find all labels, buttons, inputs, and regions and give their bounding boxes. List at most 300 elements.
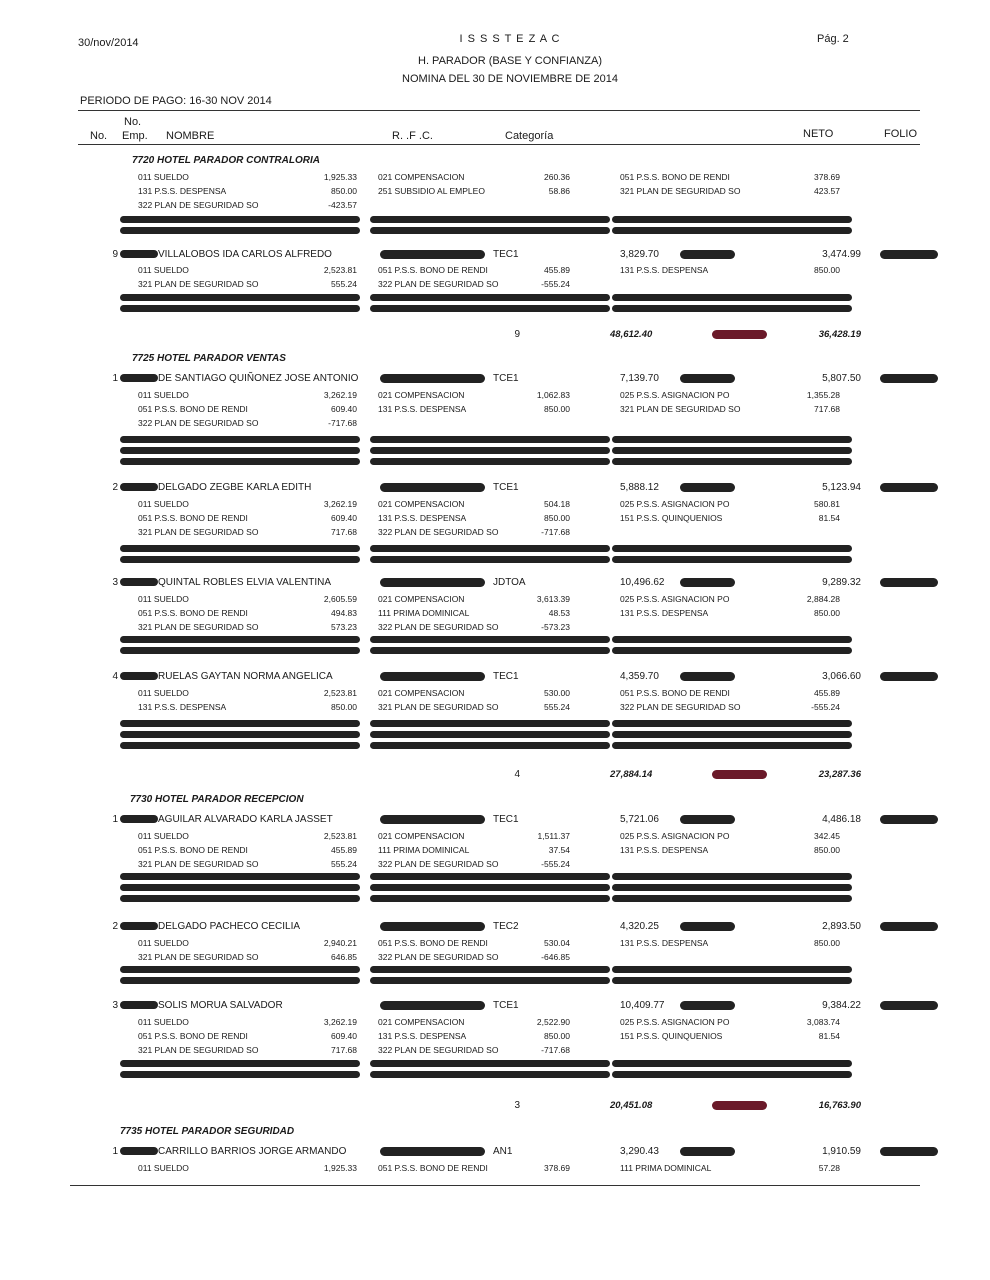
redacted-bar [370,1071,610,1078]
deduction-amount: 2,940.21 [323,938,357,948]
redacted-total [712,330,767,339]
redacted-bar [120,1071,360,1078]
section-total-gross: 27,884.14 [610,769,653,780]
redacted-bar [612,294,852,301]
deduction-concept: 251 SUBSIDIO AL EMPLEO [378,186,485,196]
deduction-concept: 322 PLAN DE SEGURIDAD SO [620,702,741,712]
deduction-amount: 494.83 [331,608,357,618]
redacted-rfc [380,374,485,383]
header-rule-top [78,110,920,111]
deduction-concept: 021 COMPENSACION [378,831,465,841]
report-date: 30/nov/2014 [78,37,139,49]
employee-number: 4 [112,671,118,682]
deduction-amount: 850.00 [814,938,840,948]
deduction-concept: 321 PLAN DE SEGURIDAD SO [138,1045,259,1055]
redacted-bar [612,977,852,984]
employee-number: 3 [112,1000,118,1011]
employee-number: 1 [112,814,118,825]
deduction-concept: 131 P.S.S. DESPENSA [378,404,467,414]
redacted-rfc [380,672,485,681]
employee-number: 1 [112,373,118,384]
deduction-concept: 011 SUELDO [138,1163,189,1173]
deduction-concept: 131 P.S.S. DESPENSA [620,608,709,618]
deduction-concept: 011 SUELDO [138,499,189,509]
deduction-amount: 260.36 [544,172,570,182]
col-no-emp-top: No. [124,116,142,128]
redacted-emp-id [120,578,158,586]
employee-gross: 3,829.70 [620,249,659,260]
deduction-amount: 3,262.19 [323,390,357,400]
deduction-concept: 111 PRIMA DOMINICAL [378,845,470,855]
organization-name: I S S S T E Z A C [459,33,561,45]
redacted-bar [120,436,360,443]
redacted-rfc [380,1147,485,1156]
employee-gross: 4,320.25 [620,921,659,932]
redacted-bar [612,647,852,654]
redacted-emp-id [120,1147,158,1155]
redacted-total [712,1101,767,1110]
deduction-concept: 025 P.S.S. ASIGNACION PO [620,499,730,509]
redacted-bar [120,216,360,223]
redacted-total [712,770,767,779]
redacted-field [680,815,735,824]
redacted-bar [370,884,610,891]
deduction-concept: 011 SUELDO [138,831,189,841]
deduction-concept: 025 P.S.S. ASIGNACION PO [620,1017,730,1027]
deduction-concept: 011 SUELDO [138,265,189,275]
employee-net: 1,910.59 [822,1146,861,1157]
redacted-bar [370,977,610,984]
section-title: 7735 HOTEL PARADOR SEGURIDAD [120,1126,295,1137]
deduction-concept: 051 P.S.S. BONO DE RENDI [378,938,488,948]
deduction-concept: 131 P.S.S. DESPENSA [620,938,709,948]
redacted-bar [370,436,610,443]
deduction-amount: 2,523.81 [323,831,357,841]
deduction-amount: 342.45 [814,831,840,841]
redacted-field [680,1001,735,1010]
deduction-amount: 378.69 [544,1163,570,1173]
employee-gross: 7,139.70 [620,373,659,384]
redacted-folio [880,483,938,492]
deduction-concept: 322 PLAN DE SEGURIDAD SO [378,859,499,869]
col-rfc: R. .F .C. [392,130,433,142]
deduction-concept: 111 PRIMA DOMINICAL [620,1163,712,1173]
deduction-amount: 57.28 [818,1163,840,1173]
redacted-bar [120,305,360,312]
deduction-amount: 81.54 [818,1031,840,1041]
redacted-emp-id [120,374,158,382]
deduction-concept: 321 PLAN DE SEGURIDAD SO [138,859,259,869]
deduction-amount: 555.24 [331,279,357,289]
section-total-gross: 20,451.08 [610,1100,653,1111]
deduction-amount: 850.00 [814,608,840,618]
employee-gross: 5,721.06 [620,814,659,825]
deduction-concept: 151 P.S.S. QUINQUENIOS [620,1031,723,1041]
employee-number: 3 [112,577,118,588]
redacted-bar [120,227,360,234]
report-subtitle: H. PARADOR (BASE Y CONFIANZA) [418,55,602,67]
employee-net: 9,384.22 [822,1000,861,1011]
deduction-concept: 131 P.S.S. DESPENSA [138,702,227,712]
deduction-amount: 850.00 [544,513,570,523]
col-no-emp-bottom: Emp. [122,130,148,142]
deduction-concept: 151 P.S.S. QUINQUENIOS [620,513,723,523]
deduction-amount: 717.68 [331,527,357,537]
redacted-folio [880,578,938,587]
employee-category: TCE1 [493,1000,519,1011]
redacted-bar [612,720,852,727]
col-nombre: NOMBRE [166,130,215,142]
redacted-bar [370,545,610,552]
deduction-concept: 051 P.S.S. BONO DE RENDI [620,172,730,182]
redacted-folio [880,1001,938,1010]
deduction-concept: 051 P.S.S. BONO DE RENDI [138,404,248,414]
redacted-bar [612,1071,852,1078]
employee-category: TEC2 [493,921,519,932]
deduction-concept: 011 SUELDO [138,1017,189,1027]
deduction-amount: 609.40 [331,513,357,523]
deduction-amount: -646.85 [541,952,570,962]
deduction-amount: 58.86 [548,186,570,196]
redacted-rfc [380,922,485,931]
section-total-gross: 48,612.40 [610,329,653,340]
deduction-amount: 1,925.33 [323,172,357,182]
deduction-concept: 021 COMPENSACION [378,594,465,604]
deduction-amount: -717.68 [541,1045,570,1055]
deduction-amount: 850.00 [814,845,840,855]
deduction-amount: 580.81 [814,499,840,509]
deduction-amount: 455.89 [814,688,840,698]
redacted-bar [120,636,360,643]
redacted-bar [120,545,360,552]
deduction-amount: 2,523.81 [323,265,357,275]
section-count: 9 [514,329,520,340]
redacted-bar [370,966,610,973]
redacted-folio [880,250,938,259]
employee-number: 2 [112,482,118,493]
deduction-amount: -717.68 [541,527,570,537]
section-count: 3 [514,1100,520,1111]
redacted-bar [370,216,610,223]
redacted-emp-id [120,1001,158,1009]
redacted-folio [880,815,938,824]
employee-gross: 5,888.12 [620,482,659,493]
employee-net: 3,474.99 [822,249,861,260]
deduction-concept: 051 P.S.S. BONO DE RENDI [620,688,730,698]
redacted-bar [370,458,610,465]
deduction-amount: -423.57 [328,200,357,210]
section-total-net: 23,287.36 [818,769,861,780]
deduction-concept: 322 PLAN DE SEGURIDAD SO [378,527,499,537]
col-categoria: Categoría [505,130,554,142]
deduction-amount: 1,355.28 [806,390,840,400]
redacted-bar [370,556,610,563]
deduction-concept: 051 P.S.S. BONO DE RENDI [378,265,488,275]
redacted-field [680,1147,735,1156]
redacted-bar [120,742,360,749]
redacted-field [680,672,735,681]
redacted-rfc [380,483,485,492]
deduction-concept: 322 PLAN DE SEGURIDAD SO [378,622,499,632]
employee-category: JDTOA [493,577,526,588]
employee-net: 3,066.60 [822,671,861,682]
deduction-amount: 609.40 [331,404,357,414]
deduction-amount: 717.68 [814,404,840,414]
deduction-amount: 555.24 [331,859,357,869]
deduction-amount: 555.24 [544,702,570,712]
deduction-amount: -555.24 [541,279,570,289]
redacted-emp-id [120,672,158,680]
redacted-emp-id [120,922,158,930]
deduction-amount: 717.68 [331,1045,357,1055]
redacted-folio [880,922,938,931]
redacted-bar [612,873,852,880]
deduction-concept: 025 P.S.S. ASIGNACION PO [620,594,730,604]
deduction-amount: 378.69 [814,172,840,182]
deduction-concept: 322 PLAN DE SEGURIDAD SO [138,200,259,210]
page-number: Pág. 2 [817,33,849,45]
deduction-amount: 423.57 [814,186,840,196]
deduction-amount: 646.85 [331,952,357,962]
deduction-amount: 573.23 [331,622,357,632]
redacted-bar [370,227,610,234]
employee-name: DELGADO PACHECO CECILIA [158,921,301,932]
deduction-amount: 2,523.81 [323,688,357,698]
deduction-concept: 321 PLAN DE SEGURIDAD SO [138,622,259,632]
section-title: 7720 HOTEL PARADOR CONTRALORIA [132,155,320,166]
redacted-field [680,374,735,383]
employee-category: TCE1 [493,482,519,493]
redacted-bar [370,873,610,880]
employee-name: DELGADO ZEGBE KARLA EDITH [158,482,312,493]
redacted-folio [880,1147,938,1156]
employee-net: 4,486.18 [822,814,861,825]
redacted-bar [120,294,360,301]
redacted-bar [370,742,610,749]
redacted-bar [370,636,610,643]
deduction-amount: -717.68 [328,418,357,428]
deduction-amount: 2,605.59 [323,594,357,604]
deduction-concept: 051 P.S.S. BONO DE RENDI [138,1031,248,1041]
redacted-bar [612,636,852,643]
section-total-net: 36,428.19 [818,329,861,340]
deduction-concept: 322 PLAN DE SEGURIDAD SO [138,418,259,428]
redacted-bar [370,1060,610,1067]
deduction-concept: 111 PRIMA DOMINICAL [378,608,470,618]
redacted-bar [370,720,610,727]
deduction-concept: 321 PLAN DE SEGURIDAD SO [138,527,259,537]
deduction-concept: 011 SUELDO [138,938,189,948]
redacted-field [680,483,735,492]
redacted-bar [120,895,360,902]
redacted-field [680,922,735,931]
employee-category: AN1 [493,1146,513,1157]
employee-gross: 3,290.43 [620,1146,659,1157]
redacted-field [680,578,735,587]
redacted-bar [612,447,852,454]
deduction-amount: 1,062.83 [536,390,570,400]
redacted-rfc [380,815,485,824]
redacted-bar [370,447,610,454]
employee-name: DE SANTIAGO QUIÑONEZ JOSE ANTONIO [158,373,359,384]
employee-net: 5,807.50 [822,373,861,384]
deduction-concept: 131 P.S.S. DESPENSA [620,265,709,275]
redacted-folio [880,672,938,681]
employee-gross: 10,496.62 [620,577,665,588]
deduction-amount: 850.00 [544,1031,570,1041]
col-no: No. [90,130,108,142]
deduction-amount: 609.40 [331,1031,357,1041]
redacted-bar [370,647,610,654]
employee-name: AGUILAR ALVARADO KARLA JASSET [158,814,333,825]
deduction-amount: 850.00 [544,404,570,414]
employee-name: QUINTAL ROBLES ELVIA VALENTINA [158,577,332,588]
deduction-concept: 322 PLAN DE SEGURIDAD SO [378,1045,499,1055]
deduction-concept: 011 SUELDO [138,390,189,400]
deduction-amount: 48.53 [548,608,570,618]
deduction-amount: 530.04 [544,938,570,948]
employee-net: 9,289.32 [822,577,861,588]
redacted-bar [120,873,360,880]
employee-name: VILLALOBOS IDA CARLOS ALFREDO [158,249,332,260]
redacted-rfc [380,578,485,587]
deduction-concept: 011 SUELDO [138,688,189,698]
deduction-concept: 025 P.S.S. ASIGNACION PO [620,390,730,400]
employee-gross: 10,409.77 [620,1000,665,1011]
redacted-bar [612,966,852,973]
deduction-concept: 025 P.S.S. ASIGNACION PO [620,831,730,841]
deduction-concept: 021 COMPENSACION [378,172,465,182]
section-title: 7725 HOTEL PARADOR VENTAS [132,353,286,364]
employee-number: 9 [112,249,118,260]
redacted-rfc [380,250,485,259]
deduction-concept: 051 P.S.S. BONO DE RENDI [138,845,248,855]
redacted-emp-id [120,815,158,823]
redacted-bar [120,647,360,654]
redacted-emp-id [120,483,158,491]
deduction-amount: -573.23 [541,622,570,632]
redacted-bar [370,294,610,301]
deduction-amount: 37.54 [548,845,570,855]
redacted-emp-id [120,250,158,258]
employee-net: 2,893.50 [822,921,861,932]
redacted-bar [120,720,360,727]
deduction-concept: 021 COMPENSACION [378,390,465,400]
employee-category: TEC1 [493,671,519,682]
deduction-concept: 131 P.S.S. DESPENSA [138,186,227,196]
redacted-bar [612,895,852,902]
redacted-bar [370,895,610,902]
redacted-bar [120,556,360,563]
deduction-amount: 81.54 [818,513,840,523]
employee-number: 1 [112,1146,118,1157]
redacted-bar [120,1060,360,1067]
deduction-amount: 2,884.28 [806,594,840,604]
deduction-concept: 322 PLAN DE SEGURIDAD SO [378,279,499,289]
redacted-bar [612,458,852,465]
redacted-bar [612,731,852,738]
deduction-amount: 455.89 [331,845,357,855]
deduction-concept: 021 COMPENSACION [378,499,465,509]
redacted-bar [120,458,360,465]
deduction-amount: -555.24 [541,859,570,869]
redacted-bar [612,227,852,234]
deduction-amount: -555.24 [811,702,840,712]
employee-category: TEC1 [493,814,519,825]
deduction-amount: 2,522.90 [536,1017,570,1027]
deduction-concept: 021 COMPENSACION [378,688,465,698]
redacted-bar [120,884,360,891]
redacted-bar [370,731,610,738]
employee-net: 5,123.94 [822,482,861,493]
deduction-concept: 321 PLAN DE SEGURIDAD SO [620,186,741,196]
payment-period: PERIODO DE PAGO: 16-30 NOV 2014 [80,95,272,107]
redacted-bar [120,966,360,973]
deduction-concept: 011 SUELDO [138,594,189,604]
deduction-amount: 1,511.37 [537,831,570,841]
section-total-net: 16,763.90 [818,1100,861,1111]
payroll-date: NOMINA DEL 30 DE NOVIEMBRE DE 2014 [402,73,618,85]
employee-name: SOLIS MORUA SALVADOR [158,1000,283,1011]
redacted-bar [612,556,852,563]
deduction-concept: 131 P.S.S. DESPENSA [620,845,709,855]
redacted-bar [612,1060,852,1067]
deduction-concept: 322 PLAN DE SEGURIDAD SO [378,952,499,962]
deduction-concept: 011 SUELDO [138,172,189,182]
deduction-amount: 3,262.19 [323,499,357,509]
deduction-amount: 850.00 [814,265,840,275]
deduction-concept: 321 PLAN DE SEGURIDAD SO [138,279,259,289]
deduction-amount: 3,613.39 [536,594,570,604]
redacted-bar [612,742,852,749]
employee-category: TCE1 [493,373,519,384]
employee-category: TEC1 [493,249,519,260]
section-count: 4 [514,769,520,780]
redacted-bar [612,545,852,552]
redacted-bar [120,447,360,454]
deduction-concept: 131 P.S.S. DESPENSA [378,513,467,523]
deduction-concept: 321 PLAN DE SEGURIDAD SO [620,404,741,414]
redacted-bar [120,977,360,984]
redacted-bar [612,305,852,312]
deduction-amount: 504.18 [544,499,570,509]
deduction-amount: 850.00 [331,702,357,712]
redacted-bar [612,884,852,891]
deduction-concept: 131 P.S.S. DESPENSA [378,1031,467,1041]
employee-name: CARRILLO BARRIOS JORGE ARMANDO [158,1146,347,1157]
header-rule-bottom [78,144,920,145]
redacted-rfc [380,1001,485,1010]
deduction-amount: 3,083.74 [806,1017,840,1027]
deduction-amount: 1,925.33 [323,1163,357,1173]
deduction-concept: 321 PLAN DE SEGURIDAD SO [138,952,259,962]
deduction-concept: 021 COMPENSACION [378,1017,465,1027]
deduction-concept: 051 P.S.S. BONO DE RENDI [138,513,248,523]
section-title: 7730 HOTEL PARADOR RECEPCION [130,794,304,805]
redacted-bar [612,436,852,443]
employee-number: 2 [112,921,118,932]
employee-gross: 4,359.70 [620,671,659,682]
col-folio: FOLIO [884,128,918,140]
redacted-folio [880,374,938,383]
redacted-bar [120,731,360,738]
redacted-field [680,250,735,259]
redacted-bar [612,216,852,223]
col-neto: NETO [803,128,834,140]
deduction-amount: 530.00 [544,688,570,698]
employee-name: RUELAS GAYTAN NORMA ANGELICA [158,671,333,682]
deduction-concept: 051 P.S.S. BONO DE RENDI [378,1163,488,1173]
